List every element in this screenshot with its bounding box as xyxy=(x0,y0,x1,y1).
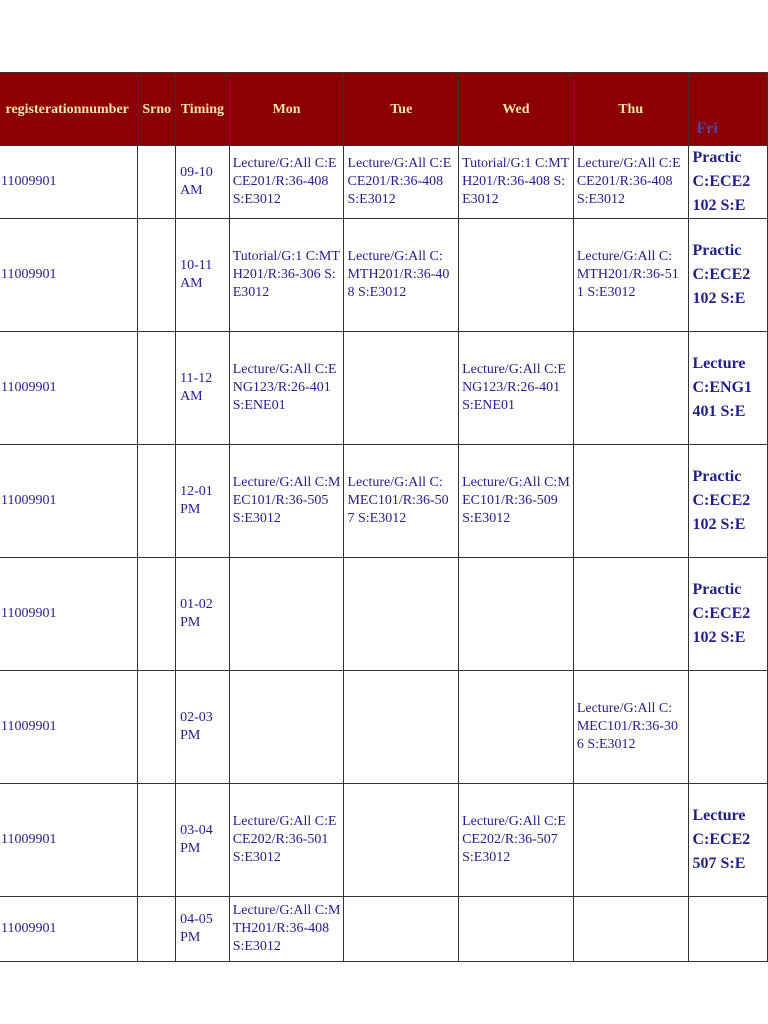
fri-line: C:ECE2 xyxy=(692,831,751,848)
srno-cell xyxy=(138,671,176,784)
time-cell: 11-12 AM xyxy=(176,332,230,445)
header-thu: Thu xyxy=(573,73,688,146)
fri-line: 102 S:E xyxy=(692,290,746,307)
thu-cell xyxy=(573,332,688,445)
fri-line: C:ECE2 xyxy=(692,266,751,283)
header-registration: registerationnumber xyxy=(0,73,138,146)
tue-cell xyxy=(344,558,459,671)
table-row xyxy=(0,671,768,784)
reg-cell: 11009901 xyxy=(0,897,138,962)
table-row xyxy=(0,445,768,558)
mon-cell: Tutorial/G:1 C:MTH201/R:36-306 S:E3012 xyxy=(229,219,344,332)
thu-cell xyxy=(573,445,688,558)
mon-cell: Lecture/G:All C:MEC101/R:36-505 S:E3012 xyxy=(229,445,344,558)
fri-cell xyxy=(688,445,768,558)
mon-cell: Lecture/G:All C:ECE202/R:36-501 S:E3012 xyxy=(229,784,344,897)
fri-cell xyxy=(688,897,768,962)
header-tue: Tue xyxy=(344,73,459,146)
reg-cell: 11009901 xyxy=(0,671,138,784)
thu-cell: Lecture/G:All C:MEC101/R:36-306 S:E3012 xyxy=(573,671,688,784)
srno-cell xyxy=(138,332,176,445)
fri-line: Practic xyxy=(692,468,742,485)
time-cell: 02-03 PM xyxy=(176,671,230,784)
wed-cell: Lecture/G:All C:MEC101/R:36-509 S:E3012 xyxy=(459,445,574,558)
fri-line: 401 S:E xyxy=(692,403,746,420)
reg-cell: 11009901 xyxy=(0,784,138,897)
fri-line: 102 S:E xyxy=(692,516,746,533)
header-mon: Mon xyxy=(229,73,344,146)
reg-cell: 11009901 xyxy=(0,219,138,332)
srno-cell xyxy=(138,146,176,219)
tue-cell xyxy=(344,332,459,445)
table-row xyxy=(0,784,768,897)
thu-cell xyxy=(573,784,688,897)
fri-line: C:ENG1 xyxy=(692,379,753,396)
fri-line: C:ECE2 xyxy=(692,492,751,509)
fri-cell xyxy=(688,146,768,219)
fri-line: Practic xyxy=(692,149,742,166)
wed-cell xyxy=(459,219,574,332)
fri-cell xyxy=(688,558,768,671)
header-srno: Srno xyxy=(138,73,176,146)
tue-cell xyxy=(344,671,459,784)
fri-line: Practic xyxy=(692,242,742,259)
tue-cell xyxy=(344,784,459,897)
table-row xyxy=(0,146,768,219)
reg-cell: 11009901 xyxy=(0,558,138,671)
fri-line: Lecture xyxy=(692,807,746,824)
time-cell: 12-01 PM xyxy=(176,445,230,558)
tue-cell xyxy=(344,897,459,962)
wed-cell: Lecture/G:All C:ENG123/R:26-401 S:ENE01 xyxy=(459,332,574,445)
srno-cell xyxy=(138,219,176,332)
wed-cell xyxy=(459,558,574,671)
thu-cell: Lecture/G:All C:MTH201/R:36-511 S:E3012 xyxy=(573,219,688,332)
time-cell: 01-02 PM xyxy=(176,558,230,671)
table-row xyxy=(0,219,768,332)
fri-line: 102 S:E xyxy=(692,197,746,214)
tue-cell: Lecture/G:All C:MEC101/R:36-507 S:E3012 xyxy=(344,445,459,558)
timetable-container xyxy=(0,72,768,962)
wed-cell: Lecture/G:All C:ECE202/R:36-507 S:E3012 xyxy=(459,784,574,897)
time-cell: 04-05 PM xyxy=(176,897,230,962)
mon-cell xyxy=(229,671,344,784)
fri-line: Lecture xyxy=(692,355,746,372)
fri-cell xyxy=(688,784,768,897)
tue-cell: Lecture/G:All C:MTH201/R:36-408 S:E3012 xyxy=(344,219,459,332)
fri-cell xyxy=(688,219,768,332)
mon-cell xyxy=(229,558,344,671)
fri-line: Practic xyxy=(692,581,742,598)
wed-cell xyxy=(459,897,574,962)
header-row xyxy=(0,73,768,146)
thu-cell: Lecture/G:All C:ECE201/R:36-408 S:E3012 xyxy=(573,146,688,219)
timetable xyxy=(0,72,768,962)
fri-cell xyxy=(688,332,768,445)
mon-cell: Lecture/G:All C:ECE201/R:36-408 S:E3012 xyxy=(229,146,344,219)
reg-cell: 11009901 xyxy=(0,445,138,558)
fri-line: C:ECE2 xyxy=(692,605,751,622)
reg-cell: 11009901 xyxy=(0,332,138,445)
srno-cell xyxy=(138,558,176,671)
thu-cell xyxy=(573,558,688,671)
thu-cell xyxy=(573,897,688,962)
fri-line: 102 S:E xyxy=(692,629,746,646)
table-row xyxy=(0,558,768,671)
wed-cell xyxy=(459,671,574,784)
table-row xyxy=(0,332,768,445)
header-wed: Wed xyxy=(459,73,574,146)
srno-cell xyxy=(138,445,176,558)
srno-cell xyxy=(138,897,176,962)
mon-cell: Lecture/G:All C:ENG123/R:26-401 S:ENE01 xyxy=(229,332,344,445)
time-cell: 03-04 PM xyxy=(176,784,230,897)
reg-cell: 11009901 xyxy=(0,146,138,219)
fri-line: C:ECE2 xyxy=(692,173,751,190)
fri-line: 507 S:E xyxy=(692,855,746,872)
time-cell: 10-11 AM xyxy=(176,219,230,332)
wed-cell: Tutorial/G:1 C:MTH201/R:36-408 S:E3012 xyxy=(459,146,574,219)
fri-cell xyxy=(688,671,768,784)
table-row xyxy=(0,897,768,962)
mon-cell: Lecture/G:All C:MTH201/R:36-408 S:E3012 xyxy=(229,897,344,962)
srno-cell xyxy=(138,784,176,897)
header-fri: Fri xyxy=(688,73,768,146)
time-cell: 09-10 AM xyxy=(176,146,230,219)
tue-cell: Lecture/G:All C:ECE201/R:36-408 S:E3012 xyxy=(344,146,459,219)
header-timing: Timing xyxy=(176,73,230,146)
